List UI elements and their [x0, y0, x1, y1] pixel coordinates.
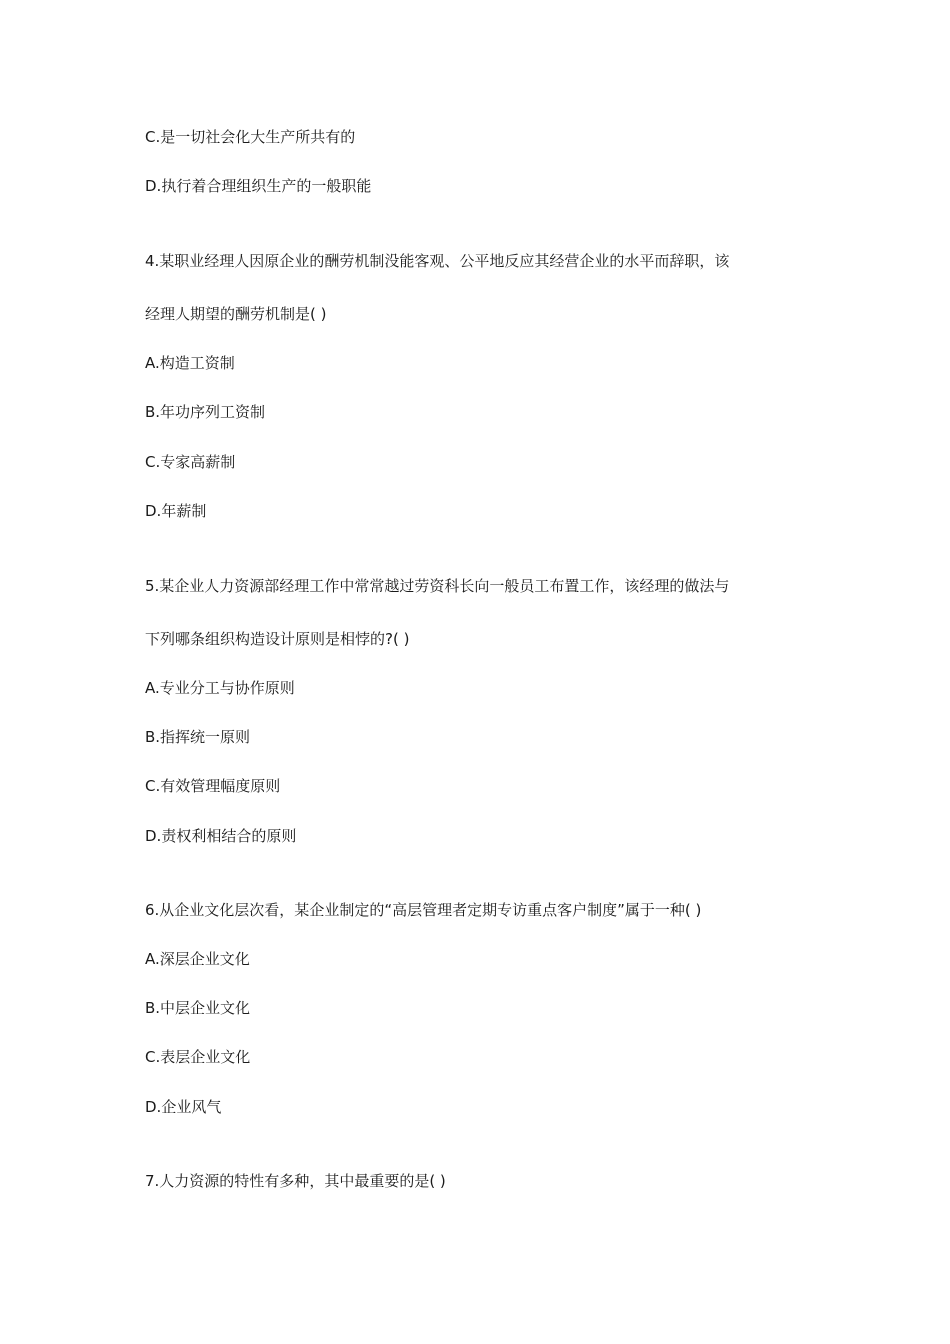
option-c-q4: C.专家高薪制: [145, 453, 236, 471]
option-d-q5: D.责权利相结合的原则: [145, 827, 297, 845]
question-5-line-1: 5.某企业人力资源部经理工作中常常越过劳资科长向一般员工布置工作，该经理的做法与: [145, 577, 730, 595]
option-d-q6: D.企业风气: [145, 1098, 222, 1116]
question-4-line-1: 4.某职业经理人因原企业的酬劳机制没能客观、公平地反应其经营企业的水平而辞职，该: [145, 252, 730, 270]
question-6: 6.从企业文化层次看，某企业制定的“高层管理者定期专访重点客户制度”属于一种( ): [145, 901, 702, 919]
option-c-q3: C.是一切社会化大生产所共有的: [145, 128, 356, 146]
option-d-q3: D.执行着合理组织生产的一般职能: [145, 177, 372, 195]
option-d-q4: D.年薪制: [145, 502, 207, 520]
question-4-line-2: 经理人期望的酬劳机制是( ): [145, 305, 327, 323]
option-b-q6: B.中层企业文化: [145, 999, 251, 1017]
question-5-line-2: 下列哪条组织构造设计原则是相悖的?( ): [145, 630, 410, 648]
option-c-q5: C.有效管理幅度原则: [145, 777, 281, 795]
option-a-q6: A.深层企业文化: [145, 950, 250, 968]
question-7: 7.人力资源的特性有多种，其中最重要的是( ): [145, 1172, 446, 1190]
option-b-q4: B.年功序列工资制: [145, 403, 266, 421]
option-c-q6: C.表层企业文化: [145, 1048, 251, 1066]
option-a-q4: A.构造工资制: [145, 354, 235, 372]
option-a-q5: A.专业分工与协作原则: [145, 679, 295, 697]
option-b-q5: B.指挥统一原则: [145, 728, 251, 746]
